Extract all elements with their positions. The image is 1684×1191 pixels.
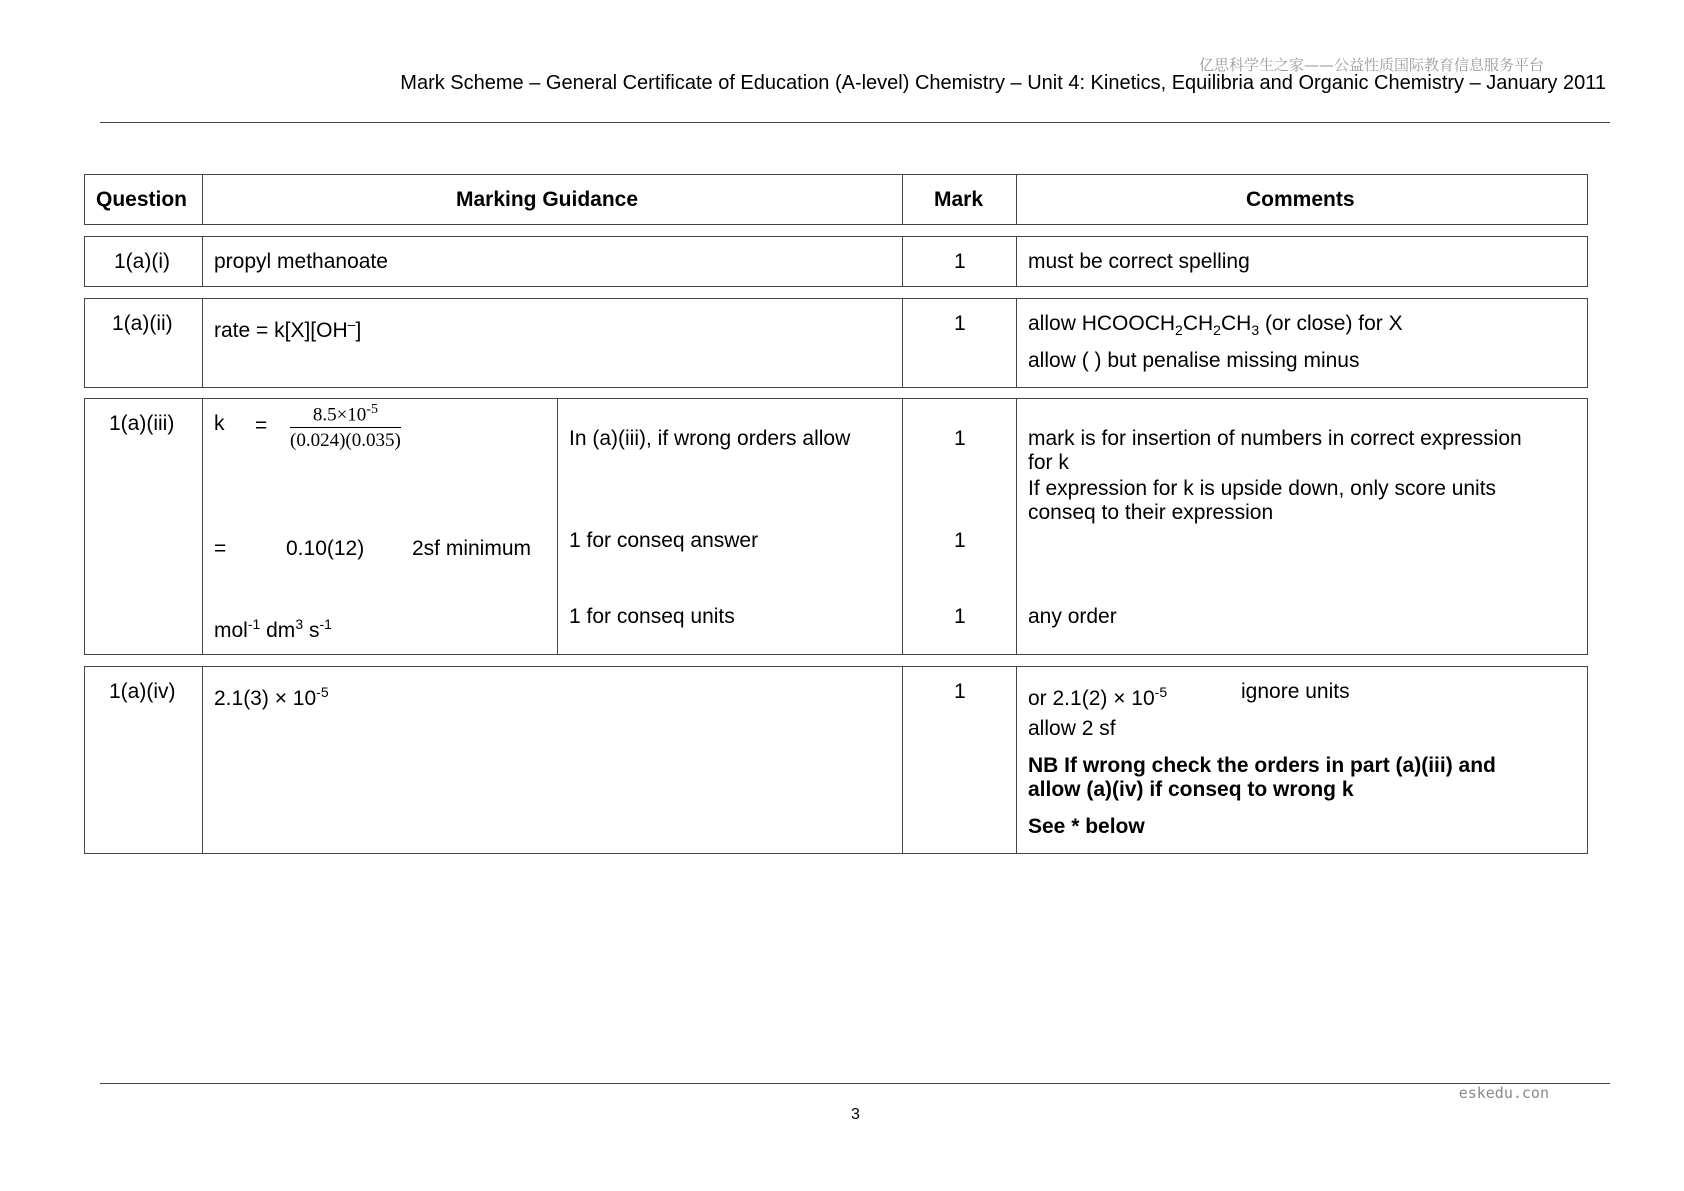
guidance-cell	[203, 237, 903, 286]
comment-text: allow ( ) but penalise missing minus	[1028, 349, 1360, 372]
question-cell	[85, 299, 203, 387]
comment-text: If expression for k is upside down, only score units	[1028, 477, 1497, 500]
guidance-value: $2.1(3) \times 10^{-5}$	[214, 684, 329, 710]
guidance-text: propyl methanoate	[214, 250, 388, 273]
question-label: 1(a)(ii)	[112, 312, 173, 335]
rate-equation: rate = k[X][OH–]	[214, 316, 362, 342]
question-label: 1(a)(iv)	[109, 680, 176, 703]
comment-text: for k	[1028, 451, 1069, 474]
comment-cell	[1017, 399, 1587, 654]
question-cell	[85, 237, 203, 286]
table-row	[84, 236, 1588, 287]
mark-value: 1	[954, 312, 966, 335]
comment-alt-value: or $2.1(2) \times 10^{-5}$	[1028, 684, 1168, 710]
mark-value: 1	[954, 529, 966, 552]
comment-text: ignore units	[1241, 680, 1350, 703]
footer-rule	[100, 1083, 1610, 1084]
header-question: Question	[96, 188, 188, 211]
conseq-note: In (a)(iii), if wrong orders allow	[569, 427, 851, 450]
guidance-cell	[203, 667, 903, 853]
question-cell	[85, 399, 203, 654]
comment-nb: NB If wrong check the orders in part (a)(iii) and	[1028, 754, 1496, 777]
question-label: 1(a)(i)	[114, 250, 170, 273]
comment-cell	[1017, 299, 1587, 387]
k-fraction	[290, 402, 401, 452]
header-cell-question	[85, 175, 203, 224]
mark-cell	[903, 399, 1017, 654]
mark-value: 1	[954, 680, 966, 703]
comment-text: mark is for insertion of numbers in correct expression	[1028, 427, 1522, 450]
comment-cell	[1017, 667, 1587, 853]
equals-sign: =	[255, 414, 268, 437]
equals-sign: =	[214, 537, 227, 560]
fraction-numerator: $8.5\times 10^{-5}$	[290, 402, 401, 428]
header-cell-comments	[1017, 175, 1587, 224]
mark-cell	[903, 667, 1017, 853]
comment-text: allow 2 sf	[1028, 717, 1116, 740]
comment-text: conseq to their expression	[1028, 501, 1274, 524]
comment-text: any order	[1028, 605, 1117, 628]
header-cell-guidance	[203, 175, 903, 224]
mark-value: 1	[954, 427, 966, 450]
header-rule	[100, 122, 1610, 123]
guidance-cell	[203, 299, 903, 387]
guidance-cell	[203, 399, 558, 654]
table-row	[84, 298, 1588, 388]
watermark-top: 亿思科学生之家——公益性质国际教育信息服务平台	[1198, 56, 1544, 74]
table-row	[84, 666, 1588, 854]
mark-value: 1	[954, 605, 966, 628]
comment-cell	[1017, 237, 1587, 286]
conseq-note: 1 for conseq answer	[569, 529, 759, 552]
k-units: mol$^{-1}$ $dm^3$ $s^{-1}$	[214, 616, 332, 642]
mark-value: 1	[954, 250, 966, 273]
header-guidance: Marking Guidance	[456, 188, 639, 211]
sf-note: 2sf minimum	[412, 537, 532, 560]
table-header-row	[84, 174, 1588, 225]
comment-see-below: See * below	[1028, 815, 1145, 838]
comment-formula: allow $HCOOCH_2CH_2CH_3$ (or close) for X	[1028, 312, 1403, 339]
header-comments: Comments	[1246, 188, 1355, 211]
fraction-denominator: (0.024)(0.035)	[290, 430, 401, 452]
mark-cell	[903, 237, 1017, 286]
conseq-cell	[558, 399, 903, 654]
question-cell	[85, 667, 203, 853]
table-row	[84, 398, 1588, 655]
k-answer: 0.10(12)	[286, 537, 365, 560]
question-label: 1(a)(iii)	[109, 412, 175, 435]
comment-text: must be correct spelling	[1028, 250, 1250, 273]
page-number: 3	[851, 1106, 860, 1123]
comment-nb: allow (a)(iv) if conseq to wrong k	[1028, 778, 1354, 801]
conseq-note: 1 for conseq units	[569, 605, 735, 628]
page-header: Mark Scheme – General Certificate of Education (A-level) Chemistry – Unit 4: Kinetics, Equilibria and Organic Chemistry – January 2011	[400, 72, 1606, 94]
k-label: k	[214, 412, 225, 435]
mark-cell	[903, 299, 1017, 387]
footer-watermark: eskedu.con	[1458, 1084, 1549, 1102]
header-mark: Mark	[934, 188, 984, 211]
header-cell-mark	[903, 175, 1017, 224]
